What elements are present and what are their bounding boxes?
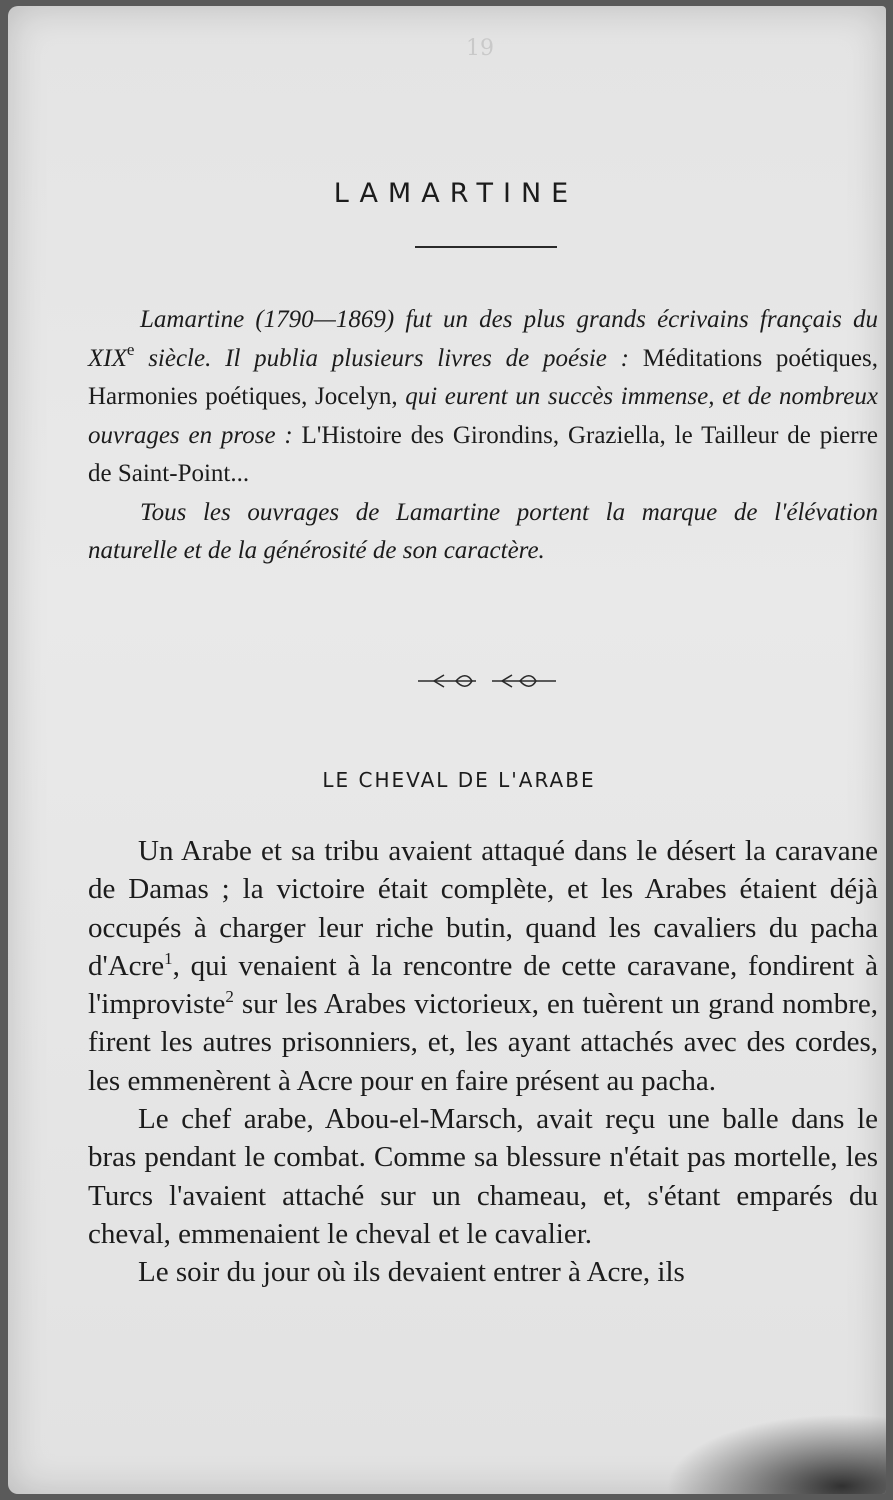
intro-text: Tous les ouvrages de Lamartine portent la marque de l'élévation naturelle et de la générosité de son caractère. bbox=[88, 498, 878, 564]
author-title: LAMARTINE bbox=[333, 178, 579, 209]
intro-text: qui eurent un succès immense, et de nombreux ouvrages en prose : bbox=[88, 383, 879, 449]
footnote-marker-2: 2 bbox=[225, 987, 234, 1007]
story-paragraph-1 bbox=[88, 832, 878, 1100]
work-titles: Méditations poétiques, Harmonies poétiques, Jocelyn, bbox=[88, 344, 878, 410]
title-divider bbox=[415, 246, 557, 248]
story-text-run: , qui venaient à la rencontre de cette caravane, fondirent à l'improviste bbox=[88, 949, 878, 1021]
work-titles: L'Histoire des Girondins, Graziella, le Tailleur de pierre de Saint-Point... bbox=[88, 421, 879, 487]
page-number: 19 bbox=[466, 36, 494, 61]
superscript: e bbox=[126, 339, 135, 359]
story-text-run: sur les Arabes victorieux, en tuèrent un grand nombre, firent les autres prisonniers, et, les ayant attachés avec des cordes, les emmenèrent à Acre pour en faire présent au pacha. bbox=[88, 988, 878, 1097]
intro-paragraph-2 bbox=[88, 494, 878, 571]
author-introduction bbox=[88, 301, 878, 571]
intro-paragraph-1 bbox=[88, 301, 878, 494]
story-paragraph-2: Le chef arabe, Abou-el-Marsch, avait reçu une balle dans le bras pendant le combat. Comme sa blessure n'était pas mortelle, les Turcs l'avaient attaché sur un chameau, et, s'étant emparés du cheval, emmenaient le cheval et le cavalier. bbox=[88, 1103, 878, 1250]
intro-text: Lamartine (1790—1869) fut un des plus grands écrivains français du XIX bbox=[88, 306, 878, 372]
section-title: LE CHEVAL DE L'ARABE bbox=[322, 768, 596, 792]
intro-text: siècle. Il publia plusieurs livres de poésie : bbox=[134, 344, 629, 372]
page-stain bbox=[666, 1414, 886, 1494]
story-text bbox=[88, 832, 878, 1292]
story-paragraph-3: Le soir du jour où ils devaient entrer à Acre, ils bbox=[138, 1256, 685, 1289]
footnote-marker-1: 1 bbox=[164, 948, 173, 968]
story-text-run: Un Arabe et sa tribu avaient attaqué dans le désert la caravane de Damas ; la victoire était complète, et les Arabes étaient déjà occupés à charger leur riche butin, quand les cavaliers du pacha d'Acre bbox=[88, 835, 878, 982]
book-page bbox=[8, 6, 886, 1494]
ornament-divider bbox=[416, 670, 562, 692]
